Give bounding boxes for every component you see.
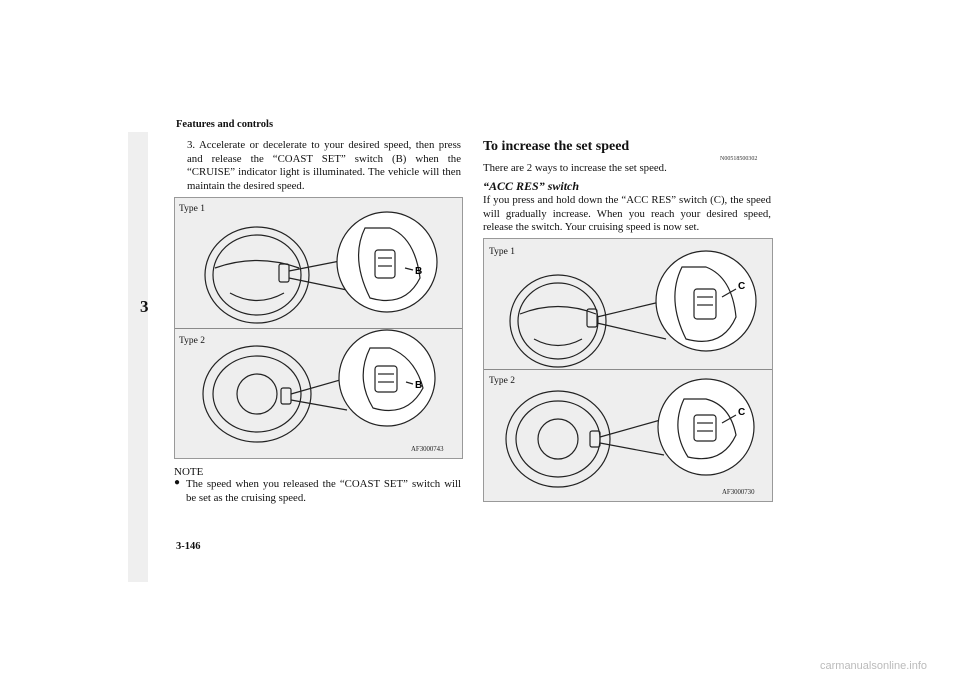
note-title: NOTE xyxy=(174,466,204,478)
page-number: 3-146 xyxy=(176,541,201,552)
section-code: N00518500302 xyxy=(720,156,758,162)
figure-divider xyxy=(175,328,462,329)
figure-label-type-1: Type 1 xyxy=(179,204,205,214)
step-3-text: 3. Accelerate or decelerate to your desired speed, then press and release the “COAST SET” switch (B) when the “CRUISE” indicator light is illuminated. The vehicle will then maintain the desired speed. xyxy=(187,139,461,192)
section-heading: To increase the set speed xyxy=(483,139,630,154)
watermark: carmanualsonline.info xyxy=(820,660,928,672)
bullet-icon: ● xyxy=(174,477,181,488)
figure-code: AF3000743 xyxy=(411,446,444,453)
callout-c-type1: C xyxy=(738,281,746,292)
figure-code: AF3000730 xyxy=(722,489,755,496)
figure-label-type-2: Type 2 xyxy=(489,376,515,386)
acc-res-paragraph: If you press and hold down the “ACC RES” switch (C), the speed will gradually increase. When you reach your desired speed, release the switch. Your cruising speed is now set. xyxy=(483,194,771,234)
subheading: “ACC RES” switch xyxy=(483,179,580,193)
note-text: The speed when you released the “COAST SET” switch will be set as the cruising speed. xyxy=(186,478,461,504)
intro-text: There are 2 ways to increase the set speed. xyxy=(483,162,667,174)
callout-b-type2: B xyxy=(415,380,423,391)
chapter-tab-number: 3 xyxy=(140,297,149,316)
callout-b-type1: B xyxy=(415,266,423,277)
figure-label-type-1: Type 1 xyxy=(489,247,515,257)
callout-c-type2: C xyxy=(738,407,746,418)
figure-acc-res xyxy=(483,238,773,502)
steering-wheel-illustration-right xyxy=(484,239,772,501)
section-header: Features and controls xyxy=(176,119,274,130)
figure-divider xyxy=(484,369,772,370)
figure-label-type-2: Type 2 xyxy=(179,336,205,346)
figure-coast-set xyxy=(174,197,463,459)
chapter-tab xyxy=(128,132,148,582)
